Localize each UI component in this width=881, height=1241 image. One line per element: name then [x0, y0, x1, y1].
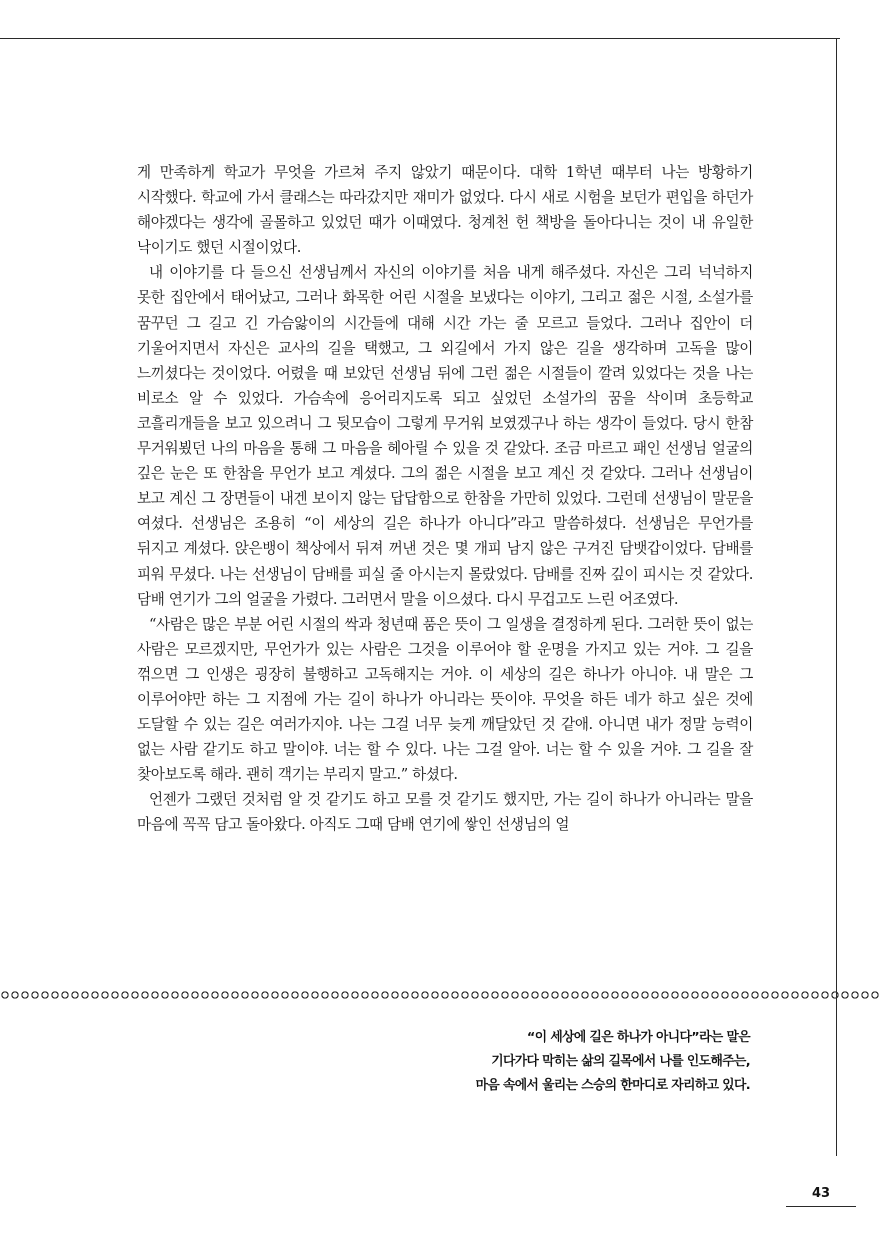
paragraph: 게 만족하게 학교가 무엇을 가르쳐 주지 않았기 때문이다. 대학 1학년 때부터 나는 방황하기 시작했다. 학교에 가서 클래스는 따라갔지만 재미가 없었다. 다시 새로 시험을 보던가 편입을 하던가 해야겠다는 생각에 골몰하고 있었던 때가 이때였다. 청계천 헌 책방을 돌아다니는 것이 내 유일한 낙이기도 했던 시절이었다. — [137, 164, 753, 257]
page-number-underline — [786, 1206, 856, 1207]
top-border-line — [0, 38, 840, 39]
right-border-line — [836, 38, 837, 1156]
dotted-divider — [0, 990, 881, 1000]
page-number: 43 — [811, 1186, 831, 1201]
pull-quote-line: “이 세상에 길은 하나가 아니다”라는 말은 — [526, 1030, 750, 1045]
pull-quote — [380, 1026, 750, 1098]
pull-quote-line: 마음 속에서 울리는 스승의 한마디로 자리하고 있다. — [475, 1078, 750, 1093]
paragraph: 내 이야기를 다 들으신 선생님께서 자신의 이야기를 처음 내게 해주셨다. 자신은 그리 넉넉하지 못한 집안에서 태어났고, 그러나 화목한 어린 시절을 보냈다는 이야기, 그리고 젊은 시절, 소설가를 꿈꾸던 그 길고 긴 가슴앓이의 시간들에 대해 시간 가는 줄 모르고 들었다. 그러나 집안이 더 기울어지면서 자신은 교사의 길을 택했고, 그 외길에서 가지 않은 길을 생각하며 고독을 많이 느끼셨다는 것이었다. 어렸을 때 보았던 선생님 뒤에 그런 젊은 시절들이 깔려 있었다는 것을 나는 비로소 알 수 있었다. 가슴속에 응어리지도록 되고 싶었던 소설가의 꿈을 삭이며 초등학교 코흘리개들을 보고 있으려니 그 뒷모습이 그렇게 무거워 보였겠구나 하는 생각이 들었다. 당시 한참 무거워뵜던 나의 마음을 통해 그 마음을 헤아릴 수 있을 것 같았다. 조금 마르고 패인 선생님 얼굴의 깊은 눈은 또 한참을 무언가 보고 계셨다. 그의 젊은 시절을 보고 계신 것 같았다. 그러나 선생님이 보고 계신 그 장면들이 내겐 보이지 않는 답답함으로 한참을 가만히 있었다. 그런데 선생님이 말문을 여셨다. 선생님은 조용히 “이 세상의 길은 하나가 아니다”라고 말씀하셨다. 선생님은 무언가를 뒤지고 계셨다. 앉은뱅이 책상에서 뒤져 꺼낸 것은 몇 개피 남지 않은 구겨진 담뱃갑이었다. 담배를 피워 무셨다. 나는 선생님이 담배를 피실 줄 아시는지 몰랐었다. 담배를 진짜 깊이 피시는 것 같았다. 담배 연기가 그의 얼굴을 가렸다. 그러면서 말을 이으셨다. 다시 무겁고도 느린 어조였다. — [137, 264, 754, 608]
paragraph: 언젠가 그랬던 것처럼 알 것 같기도 하고 모를 것 같기도 했지만, 가는 길이 하나가 아니라는 말을 마음에 꼭꼭 담고 돌아왔다. 아직도 그때 담배 연기에 쌓인 선생님의 얼 — [137, 791, 753, 834]
pull-quote-line: 기다가다 막히는 삶의 길목에서 나를 인도해주는, — [491, 1054, 750, 1069]
paragraph: “사람은 많은 부분 어린 시절의 싹과 청년때 품은 뜻이 그 일생을 결정하게 된다. 그러한 뜻이 없는 사람은 모르겠지만, 무언가가 있는 사람은 그것을 이루어야 할 운명을 가지고 있는 거야. 그 길을 꺾으면 그 인생은 굉장히 불행하고 고독해지는 거야. 이 세상의 길은 하나가 아니야. 내 말은 그 이루어야만 하는 그 지점에 가는 길이 하나가 아니라는 뜻이야. 무엇을 하든 네가 하고 싶은 것에 도달할 수 있는 길은 여러가지야. 나는 그걸 너무 늦게 깨달았던 것 같애. 아니면 내가 정말 능력이 없는 사람 같기도 하고 말이야. 너는 할 수 있다. 나는 그걸 알아. 너는 할 수 있을 거야. 그 길을 잘 찾아보도록 해라. 괜히 객기는 부리지 말고.” 하셨다. — [137, 615, 753, 784]
body-text — [137, 160, 753, 838]
